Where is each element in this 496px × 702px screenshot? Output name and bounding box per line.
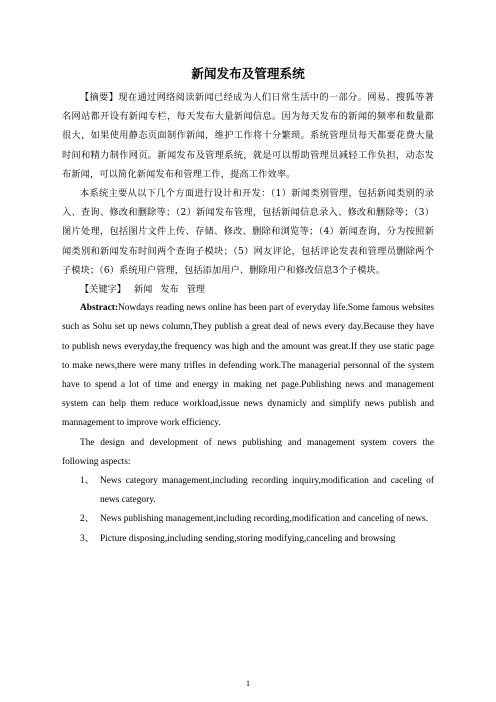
abstract-cn-text: 现在通过网络阅读新闻已经成为人们日常生活中的一部分。网易、搜狐等著名网站都开设有新闻专栏，每天发布大量新闻信息。因为每天发布的新闻的频率和数量都很大，如果使用静态页面制作新闻，维护工作将十分繁琐。系统管理员每天都要花费大量时间和精力制作网页。新闻发布及管理系统，就是可以帮助管理员减轻工作负担，动态发布新闻，可以简化新闻发布和管理工作，提高工作效率。 (62, 92, 434, 180)
design-intro-en: The design and development of news publishing and management system covers the following aspects: (62, 437, 434, 467)
list-item-text: News category management,including recording inquiry,modification and caceling of news category. (100, 476, 434, 506)
aspects-list (62, 472, 434, 549)
abstract-en (62, 299, 434, 433)
abstract-en-label: Abstract: (80, 303, 119, 314)
keyword-item: 发布 (160, 284, 179, 296)
abstract-cn (62, 88, 434, 184)
keywords (62, 280, 434, 299)
modules-cn: 本系统主要从以下几个方面进行设计和开发：（1）新闻类别管理，包括新闻类别的录入、查询、修改和删除等；（2）新闻发布管理，包括新闻信息录入、修改和删除等；（3）图片处理，包括图片文件上传、存储、修改、删除和浏览等；（4）新闻查询，分为按照新闻类别和新闻发布时间两个查询子模块；（5）网友评论，包括评论发表和管理员删除两个子模块；（6）系统用户管理，包括添加用户、删除用户和修改信息3个子模块。 (62, 188, 434, 276)
list-item-text: News publishing management,including recording,modification and canceling of news. (100, 514, 429, 525)
list-item-text: Picture disposing,including sending,storing modifying,canceling and browsing (100, 533, 396, 544)
keyword-item: 管理 (186, 284, 206, 296)
list-item (62, 472, 434, 510)
abstract-cn-label: 【摘要】 (80, 92, 119, 103)
document-body (62, 66, 434, 549)
abstract-en-text: Nowdays reading news online has been part of everyday life.Some famous websites such as Sohu set up news column,They publish a great deal of news every day.Because they have to publish news everyday,the frequency was high and the amount was great.If they use static page to make news,there were many trifles in defending work.The managerial personnal of the system have to spend a lot of time and energy in making net page.Publishing news and management system can help them reduce workload,issue news dynamicly and simplify news publish and mannagement to improve work efficiency. (62, 303, 434, 429)
list-item (62, 510, 434, 529)
list-item (62, 530, 434, 549)
keywords-label: 【关键字】 (80, 284, 126, 296)
list-item-number: 2、 (80, 514, 95, 525)
list-item-number: 3、 (80, 533, 95, 544)
page-number: 1 (245, 678, 251, 688)
list-item-number: 1、 (80, 476, 95, 487)
keyword-item: 新闻 (133, 284, 153, 296)
document-title: 新闻发布及管理系统 (191, 66, 305, 81)
